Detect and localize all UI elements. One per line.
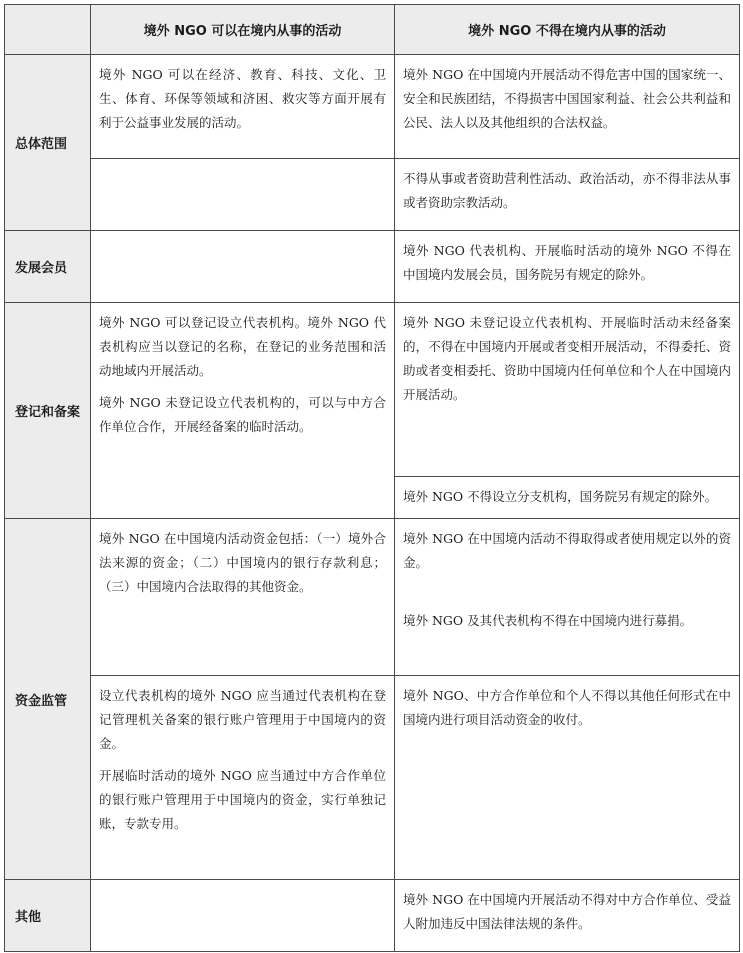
- other-forbidden: [395, 880, 740, 952]
- other-row: [5, 880, 740, 952]
- registration-forbidden-1-text: 境外 NGO 未登记设立代表机构、开展临时活动未经备案的，不得在中国境内开展或者变相开展活动，不得委托、资助或者变相委托、资助中国境内任何单位和个人在中国境内开展活动。: [403, 315, 731, 402]
- scope-row-2: [5, 159, 740, 231]
- scope-allowed: [91, 55, 395, 159]
- members-row: [5, 231, 740, 303]
- funds-allowed-2a-text: 设立代表机构的境外 NGO 应当通过代表机构在登记管理机关备案的银行账户管理用于中国境内的资金。: [99, 688, 386, 751]
- funds-row-1: [5, 519, 740, 676]
- members-forbidden-text: 境外 NGO 代表机构、开展临时活动的境外 NGO 不得在中国境内发展会员，国务院另有规定的除外。: [403, 243, 731, 282]
- funds-allowed-2: [91, 676, 395, 880]
- scope-forbidden-1-text: 境外 NGO 在中国境内开展活动不得危害中国的国家统一、安全和民族团结，不得损害中国国家利益、社会公共利益和公民、法人以及其他组织的合法权益。: [403, 67, 731, 130]
- scope-forbidden-1: [395, 55, 740, 159]
- header-forbidden: 境外 NGO 不得在境内从事的活动: [395, 5, 740, 55]
- registration-allowed-p1: 境外 NGO 可以登记设立代表机构。境外 NGO 代表机构应当以登记的名称，在登记的业务范围和活动地域内开展活动。: [99, 315, 386, 378]
- funds-forbidden-2: [395, 676, 740, 880]
- scope-allowed-text: 境外 NGO 可以在经济、教育、科技、文化、卫生、体育、环保等领域和济困、救灾等方面开展有利于公益事业发展的活动。: [99, 67, 386, 130]
- category-registration: 登记和备案: [5, 303, 91, 519]
- scope-forbidden-2-text: 不得从事或者资助营利性活动、政治活动，亦不得非法从事或者资助宗教活动。: [403, 171, 731, 210]
- registration-forbidden-2: [395, 477, 740, 519]
- ngo-activity-table: [4, 4, 740, 952]
- funds-forbidden-1a-text: 境外 NGO 在中国境内活动不得取得或者使用规定以外的资金。: [403, 531, 731, 570]
- scope-row-1: [5, 55, 740, 159]
- corner-cell: [5, 5, 91, 55]
- members-allowed-empty: [91, 231, 395, 303]
- funds-forbidden-1: [395, 519, 740, 676]
- scope-allowed-empty: [91, 159, 395, 231]
- registration-forbidden-1: [395, 303, 740, 477]
- funds-forbidden-1b-text: 境外 NGO 及其代表机构不得在中国境内进行募捐。: [403, 613, 693, 628]
- funds-allowed-1: [91, 519, 395, 676]
- category-members: 发展会员: [5, 231, 91, 303]
- category-other: 其他: [5, 880, 91, 952]
- registration-allowed-p2: 境外 NGO 未登记设立代表机构的，可以与中方合作单位合作，开展经备案的临时活动。: [99, 395, 386, 434]
- funds-row-2: [5, 676, 740, 880]
- funds-forbidden-2-text: 境外 NGO、中方合作单位和个人不得以其他任何形式在中国境内进行项目活动资金的收付。: [403, 688, 731, 727]
- registration-row-1: [5, 303, 740, 477]
- header-row: [5, 5, 740, 55]
- funds-allowed-2b-text: 开展临时活动的境外 NGO 应当通过中方合作单位的银行账户管理用于中国境内的资金，实行单独记账，专款专用。: [99, 768, 386, 831]
- category-funds: 资金监管: [5, 519, 91, 880]
- registration-allowed: [91, 303, 395, 519]
- category-scope: 总体范围: [5, 55, 91, 231]
- header-allowed: 境外 NGO 可以在境内从事的活动: [91, 5, 395, 55]
- members-forbidden: [395, 231, 740, 303]
- other-allowed-empty: [91, 880, 395, 952]
- other-forbidden-text: 境外 NGO 在中国境内开展活动不得对中方合作单位、受益人附加违反中国法律法规的条件。: [403, 892, 731, 931]
- funds-allowed-1-text: 境外 NGO 在中国境内活动资金包括：（一）境外合法来源的资金；（二）中国境内的银行存款利息；（三）中国境内合法取得的其他资金。: [99, 531, 386, 594]
- scope-forbidden-2: [395, 159, 740, 231]
- registration-forbidden-2-text: 境外 NGO 不得设立分支机构，国务院另有规定的除外。: [403, 489, 718, 504]
